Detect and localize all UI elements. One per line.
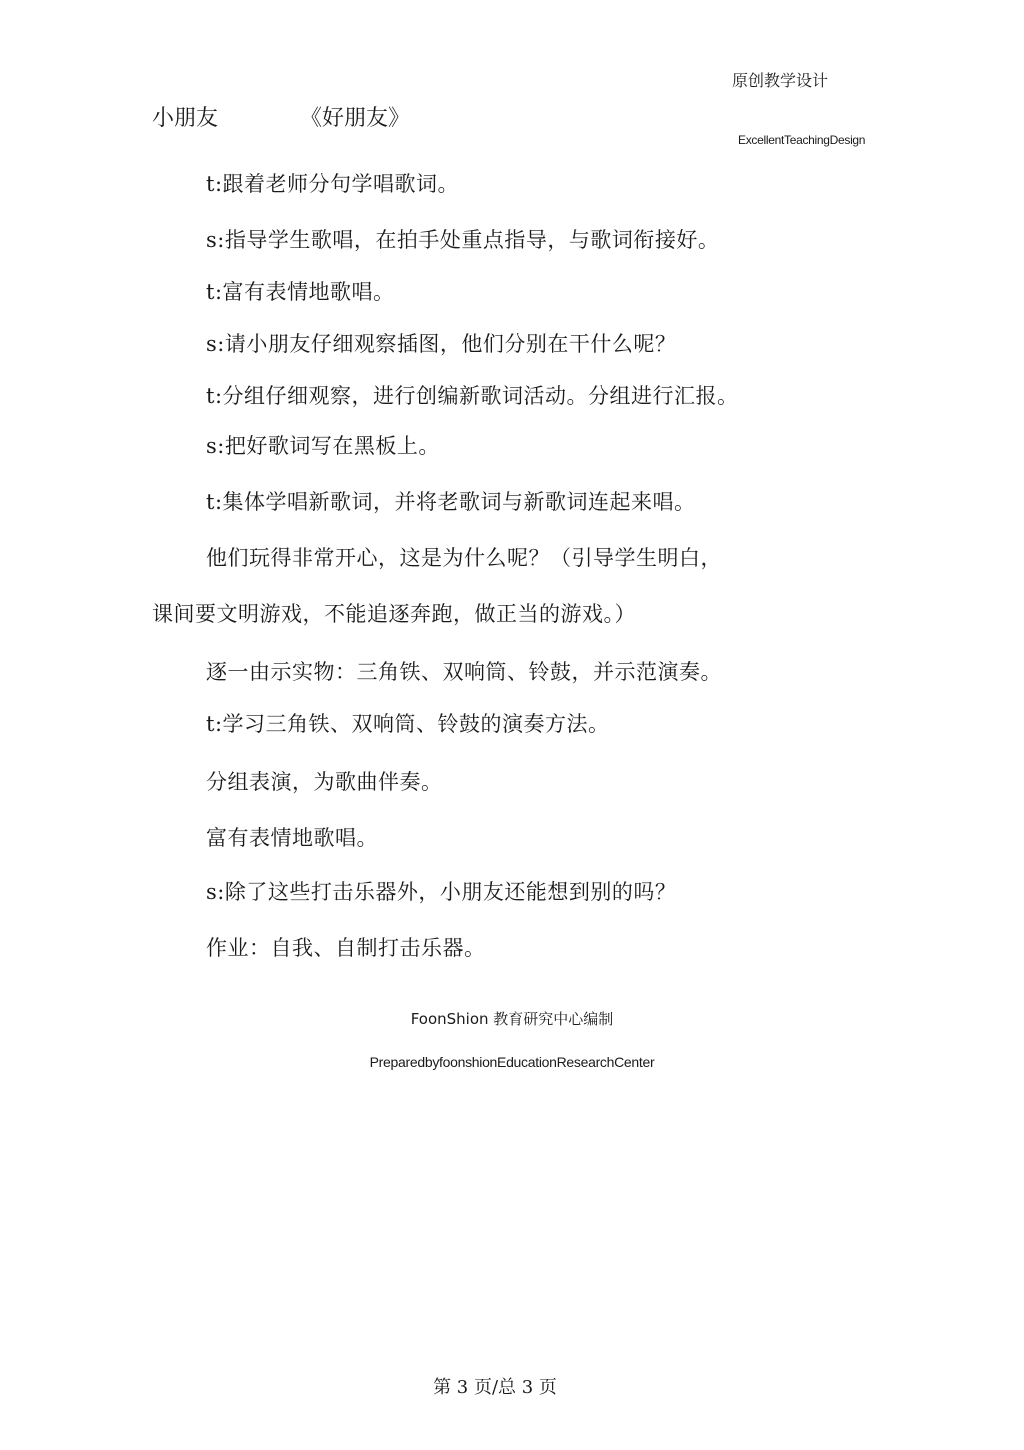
body-line: t:富有表情地歌唱。 — [206, 280, 395, 304]
body-line: 课间要文明游戏，不能追逐奔跑，做正当的游戏。） — [152, 602, 636, 626]
body-line: s:把好歌词写在黑板上。 — [206, 434, 440, 458]
body-line: s:请小朋友仔细观察插图，他们分别在干什么呢？ — [206, 332, 677, 356]
body-line: t:分组仔细观察，进行创编新歌词活动。分组进行汇报。 — [206, 384, 739, 408]
page-number: 第 3 页/总 3 页 — [433, 1377, 557, 1398]
body-line: 逐一由示实物：三角铁、双响筒、铃鼓，并示范演奏。 — [206, 660, 722, 684]
body-line: 富有表情地歌唱。 — [206, 826, 378, 850]
body-line: s:除了这些打击乐器外，小朋友还能想到别的吗？ — [206, 880, 677, 904]
body-line: 分组表演，为歌曲伴奏。 — [206, 770, 443, 794]
body-line: 作业：自我、自制打击乐器。 — [206, 936, 486, 960]
body-line: s:指导学生歌唱，在拍手处重点指导，与歌词衔接好。 — [206, 228, 720, 252]
footer-org-en: PreparedbyfoonshionEducationResearchCenter — [369, 1054, 655, 1070]
doc-title-left: 小朋友 — [152, 106, 219, 131]
body-line: t:跟着老师分句学唱歌词。 — [206, 172, 460, 196]
footer-org-cn: FoonShion 教育研究中心编制 — [410, 1010, 614, 1028]
doc-title-right: 《好朋友》 — [300, 106, 411, 131]
body-line: 他们玩得非常开心，这是为什么呢？（引导学生明白， — [206, 546, 722, 570]
header-title-cn: 原创教学设计 — [732, 71, 829, 90]
header-title-en: ExcellentTeachingDesign — [738, 133, 866, 147]
body-line: t:学习三角铁、双响筒、铃鼓的演奏方法。 — [206, 712, 610, 736]
body-line: t:集体学唱新歌词，并将老歌词与新歌词连起来唱。 — [206, 490, 696, 514]
